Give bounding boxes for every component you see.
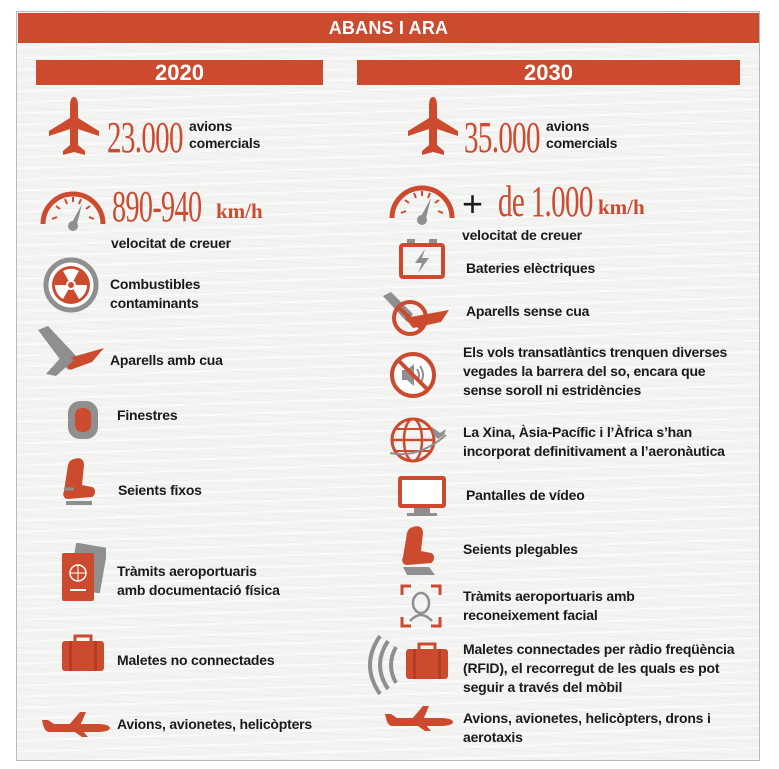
no-tail-plane-icon xyxy=(383,290,455,336)
seat-icon xyxy=(58,455,100,509)
year-2030-bar xyxy=(357,60,740,85)
screens-2030-text: Pantalles de vídeo xyxy=(466,487,585,503)
passport-icon xyxy=(58,543,106,605)
procedures-2030-text: Tràmits aeroportuaris amb reconeixement facial xyxy=(463,588,635,623)
page-title: ABANS I ARA xyxy=(328,17,449,38)
battery-icon xyxy=(399,235,445,281)
year-2020-label: 2020 xyxy=(155,59,204,85)
planes-2020-label-2: comercials xyxy=(189,135,261,151)
planes-2030-label-1: avions xyxy=(546,118,590,134)
windows-2020-text: Finestres xyxy=(117,407,178,423)
airplane-icon xyxy=(47,96,101,158)
window-icon xyxy=(66,399,100,441)
airplane-side-icon xyxy=(38,710,112,738)
speed-2030-label: velocitat de creuer xyxy=(462,227,582,243)
speedometer-icon xyxy=(387,178,457,226)
airplane-side-icon xyxy=(381,704,455,732)
speed-2030-plus: + xyxy=(462,183,484,224)
tail-2020-text: Aparells amb cua xyxy=(110,352,223,368)
luggage-2030-text: Maletes connectades per ràdio freqüència (RFID), el recorregut de les quals es pot seguir a través del mòbil xyxy=(463,641,735,695)
airplane-icon xyxy=(406,96,460,158)
speed-2030-number: de 1.000 xyxy=(498,177,593,226)
aircraft-2030-text: Avions, avionetes, helicòpters, drons i aerotaxis xyxy=(463,710,711,745)
fuel-2020-text: Combustibles contaminants xyxy=(110,276,201,311)
speedometer-icon xyxy=(38,184,108,232)
supersonic-2030-text: Els vols transatlàntics trenquen diverses vegades la barrera del so, encara que sense soroll ni estridències xyxy=(463,344,728,398)
globe-plane-icon xyxy=(388,415,448,465)
planes-2030-label-2: comercials xyxy=(546,135,618,151)
year-2030-label: 2030 xyxy=(524,59,573,85)
year-2020-bar xyxy=(36,60,323,85)
rfid-suitcase-icon xyxy=(366,633,450,697)
planes-2020-label-1: avions xyxy=(189,118,233,134)
luggage-2020-text: Maletes no connectades xyxy=(117,652,275,668)
speed-2030-unit: km/h xyxy=(598,195,645,219)
procedures-2020-text: Tràmits aeroportuaris amb documentació física xyxy=(117,563,280,598)
no-noise-icon xyxy=(388,350,438,400)
title-bar xyxy=(18,13,759,43)
speed-2020-label: velocitat de creuer xyxy=(111,235,231,251)
radiation-icon xyxy=(43,257,99,313)
monitor-icon xyxy=(397,475,447,517)
regions-2030-text: La Xina, Àsia-Pacífic i l’Àfrica s’han incorporat definitivament a l’aeronàutica xyxy=(463,424,725,459)
planes-2020-number: 23.000 xyxy=(107,113,183,162)
speed-2020-unit: km/h xyxy=(216,199,263,223)
aircraft-2020-text: Avions, avionetes, helicòpters xyxy=(117,716,312,732)
batteries-2030-text: Bateries elèctriques xyxy=(466,260,596,276)
face-scan-icon xyxy=(399,583,443,629)
tailless-2030-text: Aparells sense cua xyxy=(466,303,590,319)
planes-2030-number: 35.000 xyxy=(464,113,540,162)
tail-plane-icon xyxy=(34,324,106,378)
seats-2030-text: Seients plegables xyxy=(463,541,578,557)
speed-2020-number: 890-940 xyxy=(112,182,202,231)
seats-2020-text: Seients fixos xyxy=(118,482,202,498)
folding-seat-icon xyxy=(399,523,441,577)
suitcase-icon xyxy=(60,633,106,673)
